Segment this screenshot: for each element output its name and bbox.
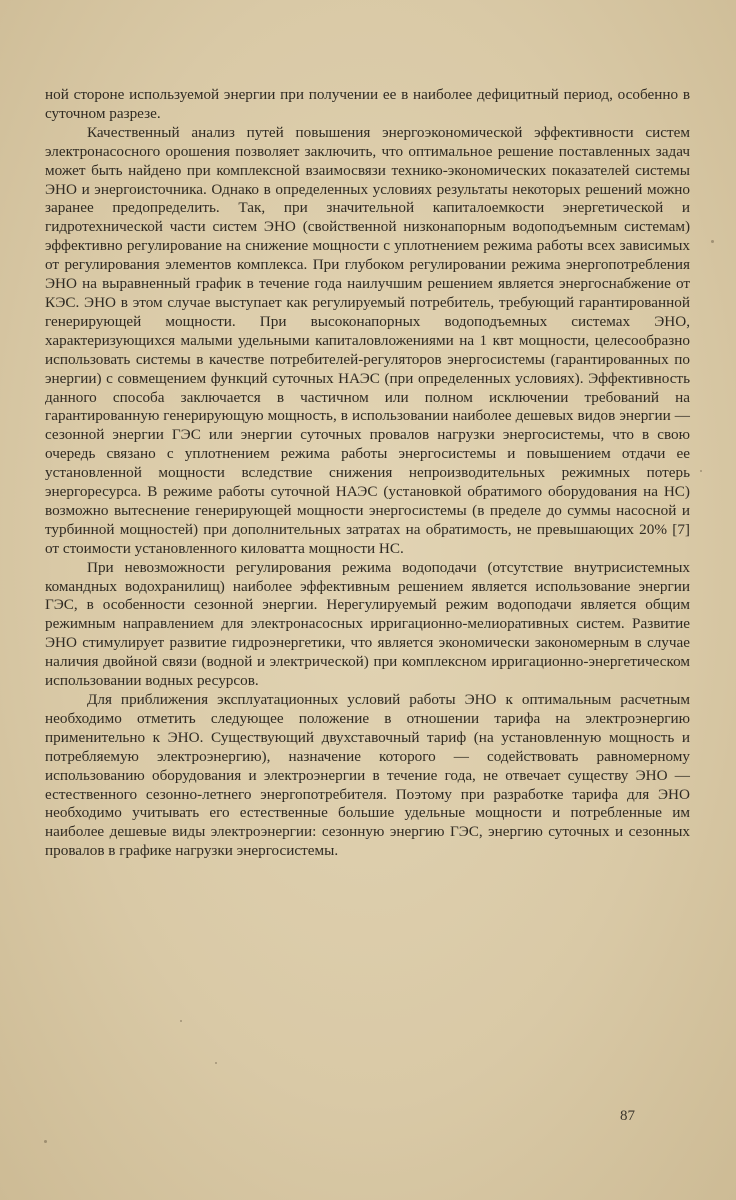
paper-speck — [44, 1140, 47, 1143]
paper-speck — [180, 1020, 182, 1022]
paper-speck — [215, 1062, 217, 1064]
paragraph-tariff: Для приближения эксплуатационных условий работы ЭНО к оптимальным расчетным необходимо отметить следующее положение в отношении тарифа на электроэнергию применительно к ЭНО. Существующий двухставочный тариф (на установленную мощность и потребляемую электроэнергию), назначение которого — содействовать равномерному использованию оборудования и электроэнергии в течение года, не отвечает существу ЭНО — естественного сезонно-летнего энергопотребителя. Поэтому при разработке тарифа для ЭНО необходимо учитывать его естественные большие удельные мощности и потребленные им наиболее дешевые виды электроэнергии: сезонную энергию ГЭС, энергию суточных и сезонных провалов в графике нагрузки энергосистемы. — [45, 691, 690, 860]
paper-speck — [700, 470, 702, 472]
paragraph-unregulated-supply: При невозможности регулирования режима водоподачи (отсутствие внутрисистемных командных водохранилищ) наиболее эффективным решением является использование энергии ГЭС, в особенности сезонной энергии. Нерегулируемый режим водоподачи является общим режимным направлением для электронасосных ирригационно-мелиоративных систем. Развитие ЭНО стимулирует развитие гидроэнергетики, что является экономически закономерным в случае наличия двойной связи (водной и электрической) при комплексном ирригационно-энергетическом использовании водных ресурсов. — [45, 558, 690, 690]
paper-speck — [711, 240, 714, 243]
paragraph-qualitative-analysis: Качественный анализ путей повышения энергоэкономической эффективности систем электронасосного орошения позволяет заключить, что оптимальное решение поставленных задач может быть найдено при комплексной взаимосвязи технико-экономических показателей системы ЭНО и энергоисточника. Однако в определенных условиях результаты некоторых решений можно заранее предопределить. Так, при значительной капиталоемкости энергетической и гидротехнической части систем ЭНО (свойственной низконапорным водоподъемным системам) эффективно регулирование на снижение мощности с уплотнением режима работы всех зависимых от регулирования элементов комплекса. При глубоком регулировании режима энергопотребления ЭНО на выравненный график в течение года наилучшим решением является энергоснабжение от КЭС. ЭНО в этом случае выступает как регулируемый потребитель, требующий гарантированной генерирующей мощности. При высоконапорных водоподъемных системах ЭНО, характеризующихся малыми удельными капиталовложениями на 1 квт мощности, целесообразно использовать системы в качестве потребителей-регуляторов энергосистемы (гарантированных по энергии) с совмещением функций суточных НАЭС (при определенных условиях). Эффективность данного способа заключается в частичном или полном исключении требований на гарантированную генерирующую мощность, в использовании наиболее дешевых видов энергии — сезонной энергии ГЭС или энергии суточных провалов нагрузки энергосистемы, что в свою очередь связано с уплотнением режима работы энергосистемы и повышением отдачи ее установленной мощности вследствие снижения непроизводительных режимных потерь энергоресурса. В режиме работы суточной НАЭС (установкой обратимого оборудования на НС) возможно вытеснение генерирующей мощности энергосистемы (в пределе до суммы насосной и турбинной мощностей) при дополнительных затратах на обратимость, не превышающих 20% [7] от стоимости установленного киловатта мощности НС. — [45, 123, 690, 557]
paragraph-continuation: ной стороне используемой энергии при получении ее в наиболее дефицитный период, особенно в суточном разрезе. — [45, 86, 690, 122]
body-text — [45, 86, 690, 861]
page-number: 87 — [620, 1108, 635, 1124]
